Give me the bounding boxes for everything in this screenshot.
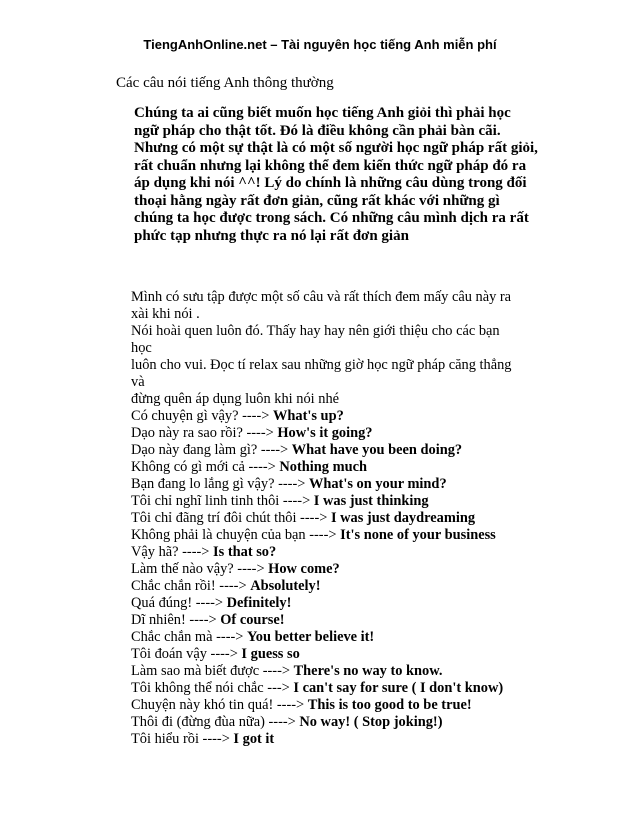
phrase-english: I was just daydreaming xyxy=(330,510,476,526)
phrase-vietnamese: Tôi chỉ nghĩ linh tinh thôi ----> xyxy=(131,493,314,509)
phrase-vietnamese: Có chuyện gì vậy? ----> xyxy=(131,408,273,424)
phrase-vietnamese: Quá đúng! ----> xyxy=(131,595,227,611)
phrase-item xyxy=(131,714,531,731)
intro-line: thoại hằng ngày rất đơn giản, cũng rất khác với những gì xyxy=(134,192,500,209)
body-line: luôn cho vui. Đọc tí relax sau những giờ học ngữ pháp căng thẳng xyxy=(131,357,512,373)
phrase-english: This is too good to be true! xyxy=(307,697,472,713)
phrase-vietnamese: Tôi không thể nói chắc ---> xyxy=(131,680,294,696)
body-line: xài khi nói . xyxy=(131,306,200,322)
phrase-item xyxy=(131,561,531,578)
phrase-english: What have you been doing? xyxy=(291,442,463,458)
phrase-vietnamese: Chắc chắn mà ----> xyxy=(131,629,247,645)
phrase-item xyxy=(131,476,531,493)
phrase-vietnamese: Tôi chỉ đãng trí đôi chút thôi ----> xyxy=(131,510,331,526)
phrase-english: Absolutely! xyxy=(250,578,321,594)
phrase-vietnamese: Chuyện này khó tin quá! ----> xyxy=(131,697,308,713)
phrase-english: It's none of your business xyxy=(340,527,496,543)
phrase-english: I guess so xyxy=(241,646,300,662)
intro-line: Chúng ta ai cũng biết muốn học tiếng Anh giỏi thì phải học xyxy=(134,105,511,121)
phrase-vietnamese: Tôi đoán vậy ----> xyxy=(131,646,242,662)
phrase-item xyxy=(131,493,531,510)
phrase-vietnamese: Dạo này ra sao rồi? ----> xyxy=(131,425,278,441)
intro-line: phức tạp nhưng thực ra nó lại rất đơn giản xyxy=(134,227,409,244)
intro-line: ngữ pháp cho thật tốt. Đó là điều không cần phải bàn cãi. xyxy=(134,122,501,139)
phrase-english: How come? xyxy=(268,561,340,577)
intro-line: Nhưng có một sự thật là có một số người học ngữ pháp rất giỏi, xyxy=(134,140,538,156)
document-subtitle: Các câu nói tiếng Anh thông thường xyxy=(116,75,334,91)
phrase-section xyxy=(131,289,531,748)
intro-line: chúng ta học được trong sách. Có những câu mình dịch ra rất xyxy=(134,210,529,226)
body-line: học xyxy=(131,340,152,356)
phrase-english: How's it going? xyxy=(277,425,373,441)
phrase-english: You better believe it! xyxy=(247,629,375,645)
phrase-english: There's no way to know. xyxy=(293,663,443,679)
body-line: Nói hoài quen luôn đó. Thấy hay hay nên giới thiệu cho các bạn xyxy=(131,323,500,339)
phrase-item xyxy=(131,731,531,748)
phrase-english: What's on your mind? xyxy=(308,476,447,492)
body-line: Mình có sưu tập được một số câu và rất thích đem mấy câu này ra xyxy=(131,289,512,305)
phrase-english: I can't say for sure ( I don't know) xyxy=(293,680,504,696)
phrase-item xyxy=(131,595,531,612)
phrase-english: Of course! xyxy=(220,612,285,628)
phrase-item xyxy=(131,425,531,442)
phrase-item xyxy=(131,510,531,527)
phrase-vietnamese: Làm sao mà biết được ----> xyxy=(131,663,294,679)
phrase-vietnamese: Không có gì mới cả ----> xyxy=(131,459,280,475)
phrase-english: No way! ( Stop joking!) xyxy=(299,714,443,730)
phrase-vietnamese: Chắc chắn rồi! ----> xyxy=(131,578,251,594)
phrase-item xyxy=(131,527,531,544)
phrase-item xyxy=(131,697,531,714)
phrase-item xyxy=(131,459,531,476)
phrase-vietnamese: Tôi hiểu rồi ----> xyxy=(131,731,234,747)
phrase-vietnamese: Thôi đi (đừng đùa nữa) ----> xyxy=(131,714,300,730)
phrase-item xyxy=(131,544,531,561)
page-header: TiengAnhOnline.net – Tài nguyên học tiếng Anh miễn phí xyxy=(143,37,497,52)
intro-paragraph xyxy=(134,105,538,245)
phrase-item xyxy=(131,442,531,459)
phrase-english: Is that so? xyxy=(213,544,277,560)
phrase-vietnamese: Vậy hã? ----> xyxy=(131,544,214,560)
intro-line: rất chuẩn nhưng lại không thể đem kiến thức ngữ pháp đó ra xyxy=(134,157,527,174)
phrase-vietnamese: Dạo này đang làm gì? ----> xyxy=(131,442,292,458)
intro-line: áp dụng khi nói ^^! Lý do chính là những câu dùng trong đối xyxy=(134,175,527,191)
phrase-item xyxy=(131,663,531,680)
phrase-item xyxy=(131,408,531,425)
phrase-vietnamese: Bạn đang lo lắng gì vậy? ----> xyxy=(131,476,309,492)
phrase-vietnamese: Làm thế nào vậy? ----> xyxy=(131,561,269,577)
phrase-item xyxy=(131,612,531,629)
phrase-item xyxy=(131,680,531,697)
phrase-english: What's up? xyxy=(272,408,344,424)
phrase-item xyxy=(131,646,531,663)
body-line: và xyxy=(131,374,145,390)
phrase-vietnamese: Dĩ nhiên! ----> xyxy=(131,612,221,628)
phrase-item xyxy=(131,578,531,595)
phrase-english: I got it xyxy=(233,731,275,747)
phrase-english: Nothing much xyxy=(279,459,367,475)
phrase-item xyxy=(131,629,531,646)
phrase-vietnamese: Không phải là chuyện của bạn ----> xyxy=(131,527,341,543)
body-line: đừng quên áp dụng luôn khi nói nhé xyxy=(131,391,340,407)
phrase-english: Definitely! xyxy=(226,595,292,611)
phrase-english: I was just thinking xyxy=(313,493,429,509)
